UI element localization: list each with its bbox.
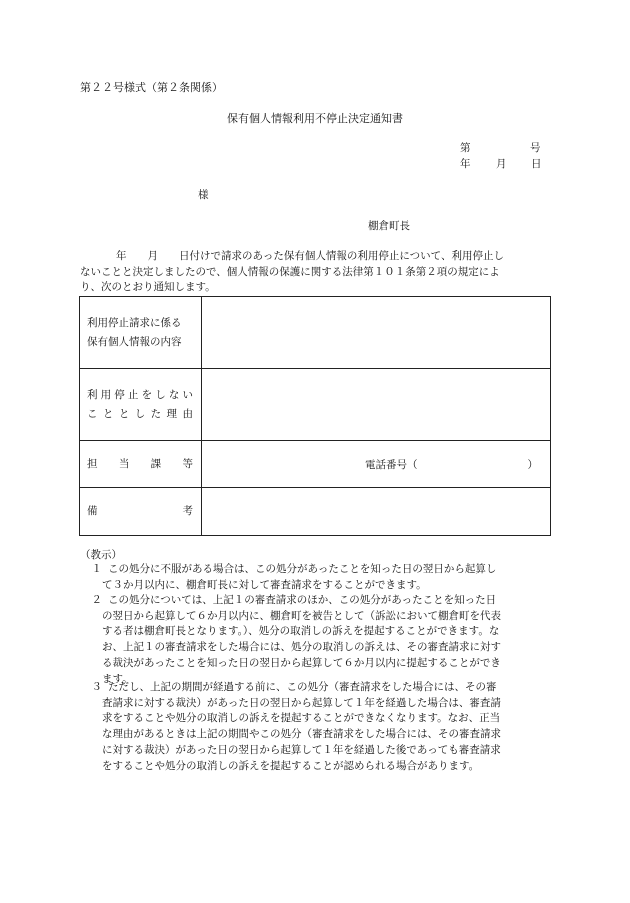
- instruction-item-1: [80, 562, 552, 593]
- instruction-number-1: １: [91, 563, 102, 575]
- table-row-content: [80, 297, 551, 369]
- instruction-3-line-2: 査請求に対する裁決）があった日の翌日から起算して１年を経過した場合は、審査請: [102, 696, 501, 709]
- instruction-1-line-2: て３か月以内に、棚倉町長に対して審査請求をすることができます。: [102, 578, 427, 591]
- row-label-content-line-2: 保有個人情報の内容: [87, 335, 182, 348]
- table-row-remarks: [80, 488, 551, 536]
- instruction-item-2: [80, 593, 552, 687]
- instruction-2-line-1: この処分については、上記１の審査請求のほか、この処分があったことを知った日: [108, 594, 497, 606]
- row-label-content: [80, 297, 202, 369]
- phone-number-close-paren: ）: [527, 459, 538, 471]
- document-title: 保有個人情報利用不停止決定通知書: [227, 112, 403, 125]
- instruction-2-line-3: する者は棚倉町長となります。）、処分の取消しの訴えを提起することができます。な: [102, 625, 500, 638]
- instruction-number-2: ２: [91, 594, 102, 606]
- document-number-suffix: 号: [530, 142, 541, 154]
- instruction-number-3: ３: [91, 681, 102, 693]
- body-text-line-1-content: 年 月 日付けで請求のあった保有個人情報の利用停止について、利用停止し: [116, 250, 504, 262]
- body-text-line-1: [80, 248, 504, 263]
- reason-field[interactable]: [202, 369, 551, 441]
- phone-number-label: 電話番号（: [365, 459, 418, 471]
- form-number: 第２２号様式（第２条関係）: [80, 81, 223, 94]
- instruction-2-line-5: る裁決があったことを知った日の翌日から起算して６か月以内に提起することができ: [102, 656, 501, 669]
- instructions-heading: （教示）: [80, 549, 122, 561]
- row-label-remarks-text: 備 考: [87, 505, 193, 517]
- issuer-name: 棚倉町長: [368, 220, 410, 232]
- instruction-3-line-5: に対する裁決）があった日の翌日から起算して１年を経過した後であっても審査請求: [102, 743, 501, 756]
- notice-form-table: [79, 296, 551, 536]
- date-month-label: 月: [496, 158, 507, 170]
- remarks-field[interactable]: [202, 488, 551, 536]
- date-day-label: 日: [531, 158, 542, 170]
- body-text-line-3: り、次のとおり通知します。: [80, 281, 216, 293]
- row-label-department: [80, 441, 202, 488]
- row-label-remarks: [80, 488, 202, 536]
- department-field[interactable]: [202, 441, 551, 488]
- content-field[interactable]: [202, 297, 551, 369]
- instruction-item-3: [80, 680, 552, 774]
- table-row-department: [80, 441, 551, 488]
- instruction-2-line-4: お、上記１の審査請求をした場合には、処分の取消しの訴えは、その審査請求に対す: [102, 641, 501, 654]
- row-label-reason: [80, 369, 202, 441]
- recipient-honorific: 様: [198, 189, 209, 201]
- instruction-3-line-3: 求をすることや処分の取消しの訴えを提起することができなくなります。なお、正当: [102, 712, 501, 725]
- row-label-content-line-1: 利用停止請求に係る: [87, 316, 182, 329]
- instruction-2-line-2: の翌日から起算して６か月以内に、棚倉町を被告として（訴訟において棚倉町を代表: [102, 609, 501, 622]
- instruction-2-line-6: ます。: [102, 672, 133, 685]
- row-label-department-text: 担 当 課 等: [87, 457, 193, 470]
- row-label-reason-line-1: 利 用 停 止 を し な い: [87, 388, 193, 401]
- document-number-prefix: 第: [460, 142, 471, 154]
- instruction-1-line-1: この処分に不服がある場合は、この処分があったことを知った日の翌日から起算し: [108, 563, 497, 575]
- instruction-3-line-6: をすることや処分の取消しの訴えを提起することが認められる場合があります。: [102, 759, 480, 772]
- row-label-reason-line-2: こ と と し た 理 由: [87, 407, 193, 420]
- body-text-line-2: ないことと決定しましたので、個人情報の保護に関する法律第１０１条第２項の規定によ: [80, 266, 500, 278]
- instruction-3-line-4: な理由があるときは上記の期間やこの処分（審査請求をした場合には、その審査請求: [102, 728, 501, 741]
- date-year-label: 年: [460, 158, 471, 170]
- instruction-3-line-1: ただし、上記の期間が経過する前に、この処分（審査請求をした場合には、その審: [108, 681, 497, 693]
- table-row-reason: [80, 369, 551, 441]
